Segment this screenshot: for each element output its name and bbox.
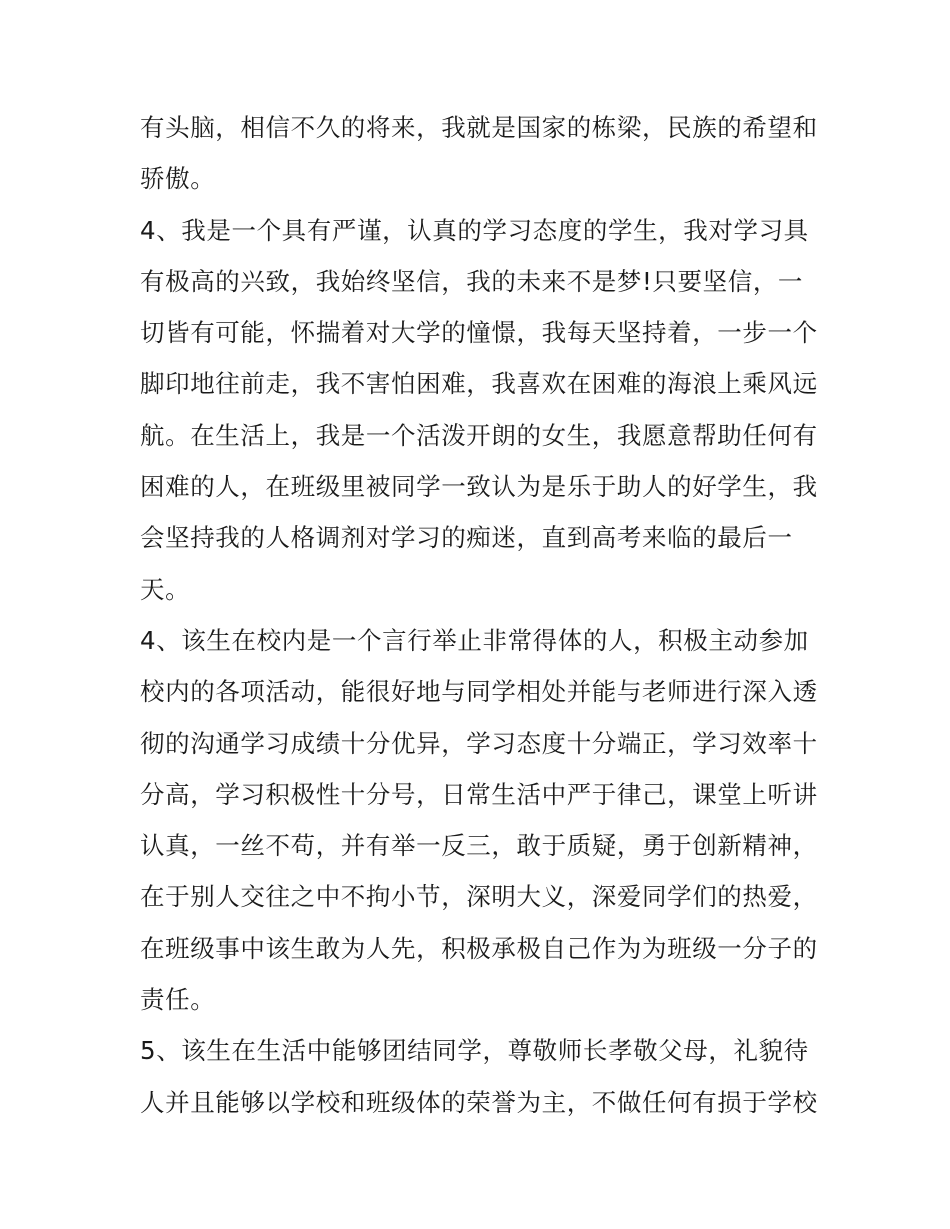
text-line: 彻的沟通学习成绩十分优异，学习态度十分端正，学习效率十	[140, 728, 818, 758]
text-line: 分高，学习积极性十分号，日常生活中严于律己，课堂上听讲	[140, 779, 818, 809]
text-line: 骄傲。	[140, 164, 216, 194]
text-line: 会坚持我的人格调剂对学习的痴迷，直到高考来临的最后一	[140, 523, 793, 553]
text-line: 人并且能够以学校和班级体的荣誉为主，不做任何有损于学校	[140, 1087, 818, 1117]
text-line: 困难的人，在班级里被同学一致认为是乐于助人的好学生，我	[140, 472, 818, 502]
text-line: 认真，一丝不苟，并有举一反三，敢于质疑，勇于创新精神，	[140, 831, 818, 861]
text-line: 在班级事中该生敢为人先，积极承极自己作为为班级一分子的	[140, 933, 818, 963]
text-line: 校内的各项活动，能很好地与同学相处并能与老师进行深入透	[140, 677, 818, 707]
text-line: 脚印地往前走，我不害怕困难，我喜欢在困难的海浪上乘风远	[140, 369, 818, 399]
text-line: 4、该生在校内是一个言行举止非常得体的人，积极主动参加	[140, 625, 809, 655]
text-line: 航。在生活上，我是一个活泼开朗的女生，我愿意帮助任何有	[140, 420, 818, 450]
document-body	[140, 102, 818, 1128]
text-line: 切皆有可能，怀揣着对大学的憧憬，我每天坚持着，一步一个	[140, 318, 818, 348]
text-line: 在于别人交往之中不拘小节，深明大义，深爱同学们的热爱，	[140, 882, 818, 912]
text-line: 责任。	[140, 985, 216, 1015]
text-line: 天。	[140, 574, 191, 604]
text-line: 有极高的兴致，我始终坚信，我的未来不是梦!只要坚信，一	[140, 266, 804, 296]
text-line: 5、该生在生活中能够团结同学，尊敬师长孝敬父母，礼貌待	[140, 1036, 809, 1066]
text-line: 有头脑，相信不久的将来，我就是国家的栋梁，民族的希望和	[140, 113, 818, 142]
text-line: 4、我是一个具有严谨，认真的学习态度的学生，我对学习具	[140, 215, 809, 245]
